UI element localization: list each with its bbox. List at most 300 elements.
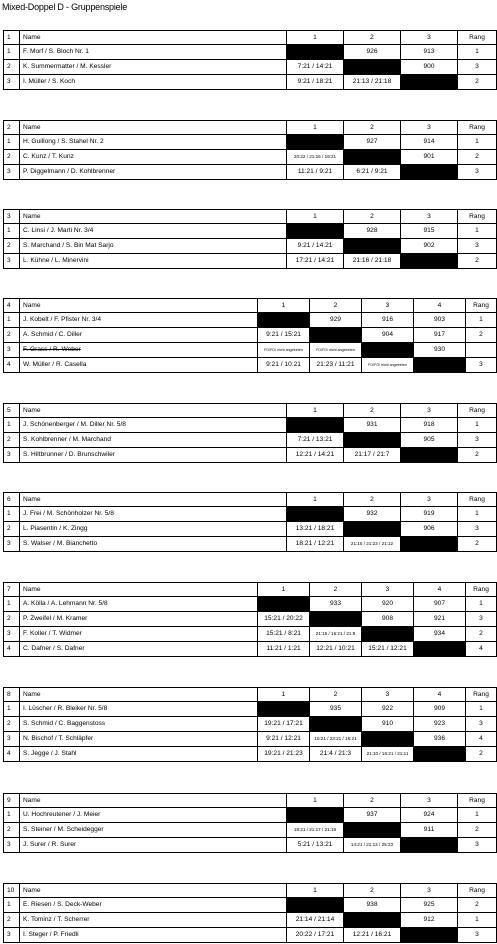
player-pair-name: P. Diggelmann / D. Kohlbrenner [20,165,287,180]
group-number: 8 [4,688,20,702]
player-pair-name: S. Walser / M. Bianchetto [20,537,287,552]
rank-cell: 2 [458,75,497,90]
match-cell: 931 [344,418,401,433]
row-position: 2 [4,433,20,448]
table-row [4,507,497,522]
table-row [4,612,497,627]
self-match-blocked-cell [401,537,458,552]
player-pair-name: C. Dafner / S. Dafner [20,642,258,657]
table-row [4,627,497,642]
match-cell: 913 [401,45,458,60]
table-row [4,838,497,853]
group-number: 1 [4,31,20,45]
group-table [3,30,497,90]
self-match-blocked-cell [287,898,344,913]
player-pair-name: J. Kobelt / F. Pfister Nr. 3/4 [20,313,258,328]
match-cell: 21:16 / 21:18 [344,254,401,269]
group-number: 4 [4,299,20,313]
table-row [4,597,497,612]
rank-cell: 1 [466,597,497,612]
group-header-row [4,121,497,135]
table-row [4,239,497,254]
match-cell: FO/FO/ nicht angetreten [362,358,414,373]
player-pair-name: P. Zweifel / M. Kramer [20,612,258,627]
rank-cell: 3 [458,522,497,537]
group-table [3,209,497,269]
group-header-row [4,404,497,418]
match-cell: 924 [401,808,458,823]
player-pair-name: L. Kühne / L. Minervini [20,254,287,269]
group-header-row [4,210,497,224]
rank-cell: 3 [458,928,497,943]
rank-cell: 1 [458,808,497,823]
rang-header: Rang [458,121,497,135]
self-match-blocked-cell [287,808,344,823]
match-cell: 915 [401,224,458,239]
match-cell: 9:21 / 10:21 [258,358,310,373]
table-row [4,60,497,75]
column-header: 3 [362,688,414,702]
rank-cell: 1 [466,313,497,328]
column-header: 3 [401,794,458,808]
rang-header: Rang [458,31,497,45]
group-number: 7 [4,583,20,597]
match-cell: 925 [401,898,458,913]
self-match-blocked-cell [414,642,466,657]
row-position: 3 [4,165,20,180]
rank-cell: 1 [458,45,497,60]
table-row [4,433,497,448]
rang-header: Rang [466,299,497,313]
match-cell: 904 [362,328,414,343]
player-pair-name: F. Grass / R. Weber [20,343,258,358]
self-match-blocked-cell [401,254,458,269]
name-header: Name [20,688,258,702]
match-cell: 6:21 / 9:21 [344,165,401,180]
name-header: Name [20,299,258,313]
column-header: 2 [344,884,401,898]
column-header: 1 [287,404,344,418]
rank-cell: 3 [458,165,497,180]
row-position: 1 [4,507,20,522]
self-match-blocked-cell [287,507,344,522]
player-pair-name: L. Piasentin / K. Zingg [20,522,287,537]
match-cell: 928 [344,224,401,239]
group-header-row [4,31,497,45]
self-match-blocked-cell [401,838,458,853]
group-header-row [4,794,497,808]
column-header: 4 [414,688,466,702]
column-header: 1 [258,583,310,597]
match-cell: 19:21 / 21:23 [258,747,310,762]
match-cell: 15:21 / 8:21 [258,627,310,642]
player-pair-name: A. Schmid / C. Diller [20,328,258,343]
table-row [4,45,497,60]
self-match-blocked-cell [362,627,414,642]
name-header: Name [20,884,287,898]
rank-cell: 2 [466,747,497,762]
match-cell: 914 [401,135,458,150]
rang-header: Rang [458,884,497,898]
table-row [4,224,497,239]
rank-cell: 3 [466,612,497,627]
row-position: 3 [4,254,20,269]
match-cell: 18:21 / 21:17 / 21:19 [287,823,344,838]
group-number: 9 [4,794,20,808]
rang-header: Rang [466,583,497,597]
match-cell: 934 [414,627,466,642]
group-table [3,793,497,853]
self-match-blocked-cell [344,913,401,928]
row-position: 3 [4,928,20,943]
column-header: 3 [362,583,414,597]
match-cell: 21:4 / 21:3 [310,747,362,762]
column-header: 1 [287,794,344,808]
match-cell: 919 [401,507,458,522]
self-match-blocked-cell [344,522,401,537]
match-cell: 15:21 / 12:21 [362,642,414,657]
player-pair-name: J. Schönenberger / M. Diller Nr. 5/8 [20,418,287,433]
rank-cell: 1 [458,418,497,433]
player-pair-name: J. Frei / M. Schönholzer Nr. 5/8 [20,507,287,522]
column-header: 2 [344,121,401,135]
match-cell: 932 [344,507,401,522]
column-header: 2 [310,583,362,597]
row-position: 3 [4,448,20,463]
player-pair-name: U. Hochreutener / J. Meier [20,808,287,823]
player-pair-name: S. Hiltbrunner / D. Brunschwiler [20,448,287,463]
column-header: 1 [287,210,344,224]
player-pair-name: S. Jegge / J. Stahl [20,747,258,762]
column-header: 2 [344,210,401,224]
row-position: 1 [4,418,20,433]
group-table [3,492,497,552]
self-match-blocked-cell [258,313,310,328]
row-position: 3 [4,343,20,358]
match-cell: 21:13 / 21:18 [344,75,401,90]
rank-cell: 2 [466,328,497,343]
self-match-blocked-cell [310,612,362,627]
match-cell: 935 [310,702,362,717]
match-cell: 12:21 / 10:21 [310,642,362,657]
self-match-blocked-cell [258,702,310,717]
player-pair-name: K. Tominz / T. Scherrer [20,913,287,928]
row-position: 3 [4,732,20,747]
column-header: 3 [401,884,458,898]
column-header: 3 [401,121,458,135]
rank-cell: 2 [458,823,497,838]
table-row [4,732,497,747]
column-header: 1 [287,493,344,507]
match-cell: 15:21 / 23:21 / 16:21 [310,732,362,747]
row-position: 2 [4,239,20,254]
match-cell: 903 [414,313,466,328]
match-cell: 937 [344,808,401,823]
self-match-blocked-cell [258,597,310,612]
column-header: 3 [401,404,458,418]
match-cell: 17:21 / 14:21 [287,254,344,269]
match-cell: 922 [362,702,414,717]
table-row [4,150,497,165]
row-position: 4 [4,747,20,762]
match-cell: 21:17 / 21:7 [344,448,401,463]
table-row [4,343,497,358]
column-header: 2 [344,404,401,418]
match-cell: 921 [414,612,466,627]
match-cell: 933 [310,597,362,612]
match-cell: 909 [414,702,466,717]
table-row [4,75,497,90]
table-row [4,913,497,928]
rank-cell: 3 [458,239,497,254]
rang-header: Rang [458,794,497,808]
match-cell: 901 [401,150,458,165]
match-cell: 18:21 / 12:21 [287,537,344,552]
match-cell: 7:21 / 14:21 [287,60,344,75]
name-header: Name [20,404,287,418]
row-position: 3 [4,75,20,90]
self-match-blocked-cell [344,60,401,75]
match-cell: 938 [344,898,401,913]
self-match-blocked-cell [344,239,401,254]
player-pair-name: N. Bischof / T. Schläpfer [20,732,258,747]
self-match-blocked-cell [344,433,401,448]
rank-cell: 1 [458,224,497,239]
table-row [4,254,497,269]
column-header: 1 [287,884,344,898]
self-match-blocked-cell [414,358,466,373]
player-pair-name: S. Schmid / C. Baggenstoss [20,717,258,732]
row-position: 4 [4,358,20,373]
rank-cell: 2 [458,537,497,552]
name-header: Name [20,121,287,135]
row-position: 3 [4,838,20,853]
match-cell: 920 [362,597,414,612]
self-match-blocked-cell [310,717,362,732]
player-pair-name: F. Koller / T. Widmer [20,627,258,642]
match-cell: 905 [401,433,458,448]
match-cell: 900 [401,60,458,75]
player-pair-name: F. Morf / S. Bloch Nr. 1 [20,45,287,60]
rank-cell: 1 [458,135,497,150]
player-pair-name: H. Guillong / S. Stahel Nr. 2 [20,135,287,150]
table-row [4,328,497,343]
row-position: 2 [4,60,20,75]
match-cell: 21:15 / 16:21 / 21:9 [310,627,362,642]
row-position: 3 [4,627,20,642]
rank-cell: 1 [466,702,497,717]
match-cell: 908 [362,612,414,627]
column-header: 3 [401,31,458,45]
table-row [4,418,497,433]
match-cell: 907 [414,597,466,612]
name-header: Name [20,493,287,507]
row-position: 2 [4,823,20,838]
group-number: 2 [4,121,20,135]
column-header: 4 [414,299,466,313]
player-pair-name: J. Surer / R. Surer [20,838,287,853]
column-header: 2 [344,31,401,45]
match-cell: 9:21 / 18:21 [287,75,344,90]
table-row [4,448,497,463]
group-header-row [4,583,497,597]
group-number: 6 [4,493,20,507]
match-cell: 902 [401,239,458,254]
row-position: 2 [4,913,20,928]
player-pair-name: W. Müller / R. Casella [20,358,258,373]
rank-cell: 2 [458,150,497,165]
name-header: Name [20,583,258,597]
match-cell: 13:21 / 18:21 [287,522,344,537]
name-header: Name [20,210,287,224]
match-cell: 21:15 / 21:23 / 21:12 [344,537,401,552]
self-match-blocked-cell [362,343,414,358]
name-header: Name [20,31,287,45]
match-cell: 12:21 / 16:21 [344,928,401,943]
row-position: 1 [4,313,20,328]
self-match-blocked-cell [401,928,458,943]
match-cell: 9:21 / 14:21 [287,239,344,254]
match-cell: 916 [362,313,414,328]
player-pair-name: I. Müller / S. Koch [20,75,287,90]
match-cell: 11:21 / 9:21 [287,165,344,180]
rank-cell: 3 [458,433,497,448]
table-row [4,135,497,150]
rank-cell [466,343,497,358]
table-row [4,522,497,537]
match-cell: 926 [344,45,401,60]
group-header-row [4,688,497,702]
rank-cell: 2 [458,448,497,463]
match-cell: 21:23 / 11:21 [310,358,362,373]
table-row [4,717,497,732]
rang-header: Rang [458,404,497,418]
match-cell: 930 [414,343,466,358]
match-cell: 911 [401,823,458,838]
column-header: 2 [310,688,362,702]
player-pair-name: S. Kohlbrenner / M. Marchand [20,433,287,448]
rang-header: Rang [458,493,497,507]
self-match-blocked-cell [287,224,344,239]
row-position: 2 [4,328,20,343]
player-pair-name: I. Lüscher / R. Bleiker Nr. 5/8 [20,702,258,717]
row-position: 1 [4,597,20,612]
row-position: 1 [4,135,20,150]
table-row [4,165,497,180]
rank-cell: 2 [458,254,497,269]
rank-cell: 3 [466,717,497,732]
self-match-blocked-cell [362,732,414,747]
column-header: 1 [287,31,344,45]
row-position: 2 [4,612,20,627]
match-cell: 21:14 / 21:14 [287,913,344,928]
group-table [3,883,497,943]
match-cell: 906 [401,522,458,537]
group-table [3,687,497,762]
match-cell: 14:21 / 21:13 / 25:23 [344,838,401,853]
column-header: 1 [258,688,310,702]
self-match-blocked-cell [287,45,344,60]
column-header: 1 [258,299,310,313]
column-header: 2 [344,794,401,808]
group-table [3,298,497,373]
rank-cell: 3 [458,60,497,75]
column-header: 4 [414,583,466,597]
match-cell: 5:21 / 13:21 [287,838,344,853]
player-pair-name: A. Kölla / A. Lehmann Nr. 5/8 [20,597,258,612]
page-title: Mixed-Doppel D - Gruppenspiele [2,2,128,12]
row-position: 2 [4,522,20,537]
column-header: 2 [310,299,362,313]
table-row [4,928,497,943]
self-match-blocked-cell [344,150,401,165]
match-cell: 20:22 / 17:21 [287,928,344,943]
group-header-row [4,493,497,507]
self-match-blocked-cell [401,75,458,90]
rank-cell: 2 [458,898,497,913]
table-row [4,702,497,717]
row-position: 3 [4,537,20,552]
rank-cell: 4 [466,732,497,747]
rang-header: Rang [466,688,497,702]
match-cell: 910 [362,717,414,732]
self-match-blocked-cell [401,448,458,463]
rank-cell: 1 [458,507,497,522]
player-pair-name: S. Marchand / S. Bin Mat Sarjo [20,239,287,254]
table-row [4,747,497,762]
row-position: 2 [4,150,20,165]
group-table [3,582,497,657]
match-cell: 918 [401,418,458,433]
name-header: Name [20,794,287,808]
match-cell: 19:21 / 17:21 [258,717,310,732]
player-pair-name: E. Riesen / S. Deck-Weber [20,898,287,913]
match-cell: 12:21 / 14:21 [287,448,344,463]
match-cell: 15:21 / 20:22 [258,612,310,627]
table-row [4,313,497,328]
self-match-blocked-cell [401,165,458,180]
match-cell: 9:21 / 15:21 [258,328,310,343]
rank-cell: 2 [466,627,497,642]
rank-cell: 3 [458,838,497,853]
row-position: 1 [4,45,20,60]
group-header-row [4,884,497,898]
table-row [4,642,497,657]
table-row [4,358,497,373]
table-row [4,537,497,552]
match-cell: 936 [414,732,466,747]
group-number: 10 [4,884,20,898]
table-row [4,898,497,913]
group-header-row [4,299,497,313]
column-header: 1 [287,121,344,135]
player-pair-name: K. Summermatter / M. Kessler [20,60,287,75]
player-pair-name: C. Linsi / J. Marti Nr. 3/4 [20,224,287,239]
match-cell: 917 [414,328,466,343]
self-match-blocked-cell [344,823,401,838]
group-number: 5 [4,404,20,418]
match-cell: 912 [401,913,458,928]
rank-cell: 1 [458,913,497,928]
column-header: 2 [344,493,401,507]
row-position: 2 [4,717,20,732]
table-row [4,823,497,838]
rank-cell: 4 [466,642,497,657]
self-match-blocked-cell [414,747,466,762]
column-header: 3 [362,299,414,313]
match-cell: FO/FO/ nicht angetreten [258,343,310,358]
self-match-blocked-cell [287,135,344,150]
